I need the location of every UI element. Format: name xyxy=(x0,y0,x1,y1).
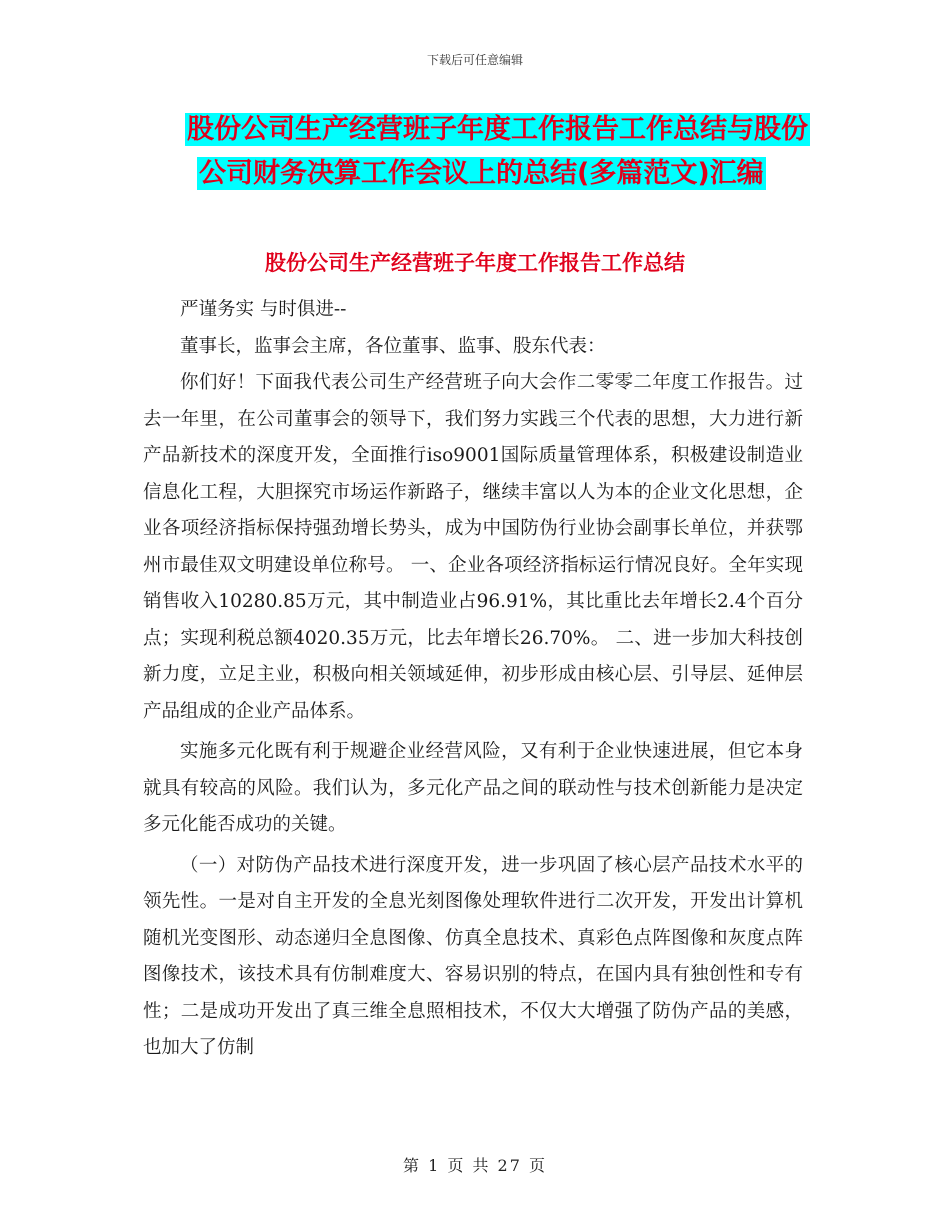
document-title-line-1: 股份公司生产经营班子年度工作报告工作总结与股份 xyxy=(187,114,808,145)
page-number-footer: 第 1 页 共 27 页 xyxy=(403,1156,547,1175)
document-title xyxy=(185,108,825,196)
document-body xyxy=(143,292,803,1067)
document-title-line-2: 公司财务决算工作会议上的总结(多篇范文)汇编 xyxy=(199,158,764,189)
paragraph-salutation: 董事长，监事会主席，各位董事、监事、股东代表： xyxy=(180,335,606,357)
paragraph-motto: 严谨务实 与时俱进-- xyxy=(180,299,347,320)
paragraph-anti-counterfeit-tech: （一）对防伪产品技术进行深度开发，进一步巩固了核心层产品技术水平的领先性。一是对自主开发的全息光刻图像处理软件进行二次开发，开发出计算机随机光变图形、动态递归全息图像、仿真全息技术、真彩色点阵图像和灰度点阵图像技术，该技术具有仿制难度大、容易识别的特点，在国内具有独创性和专有性；二是成功开发出了真三维全息照相技术，不仅大大增强了防伪产品的美感，也加大了仿制 xyxy=(143,854,803,1058)
section-title: 股份公司生产经营班子年度工作报告工作总结 xyxy=(265,251,685,275)
paragraph-diversification: 实施多元化既有利于规避企业经营风险，又有利于企业快速进展，但它本身就具有较高的风险。我们认为，多元化产品之间的联动性与技术创新能力是决定多元化能否成功的关键。 xyxy=(143,741,803,835)
page-header-note: 下载后可任意编辑 xyxy=(426,53,523,67)
paragraph-report-intro: 你们好！下面我代表公司生产经营班子向大会作二零零二年度工作报告。过去一年里，在公司董事会的领导下，我们努力实践三个代表的思想，大力进行新产品新技术的深度开发，全面推行iso9001国际质量管理体系，积极建设制造业信息化工程，大胆探究市场运作新路子，继续丰富以人为本的企业文化思想，企业各项经济指标保持强劲增长势头，成为中国防伪行业协会副事长单位，并获鄂州市最佳双文明建设单位称号。 一、企业各项经济指标运行情况良好。全年实现销售收入10280.85万元，其中制造业占96.91%，其比重比去年增长2.4个百分点；实现利税总额4020.35万元，比去年增长26.70%。 二、进一步加大科技创新力度，立足主业，积极向相关领域延伸，初步形成由核心层、引导层、延伸层产品组成的企业产品体系。 xyxy=(143,372,803,722)
